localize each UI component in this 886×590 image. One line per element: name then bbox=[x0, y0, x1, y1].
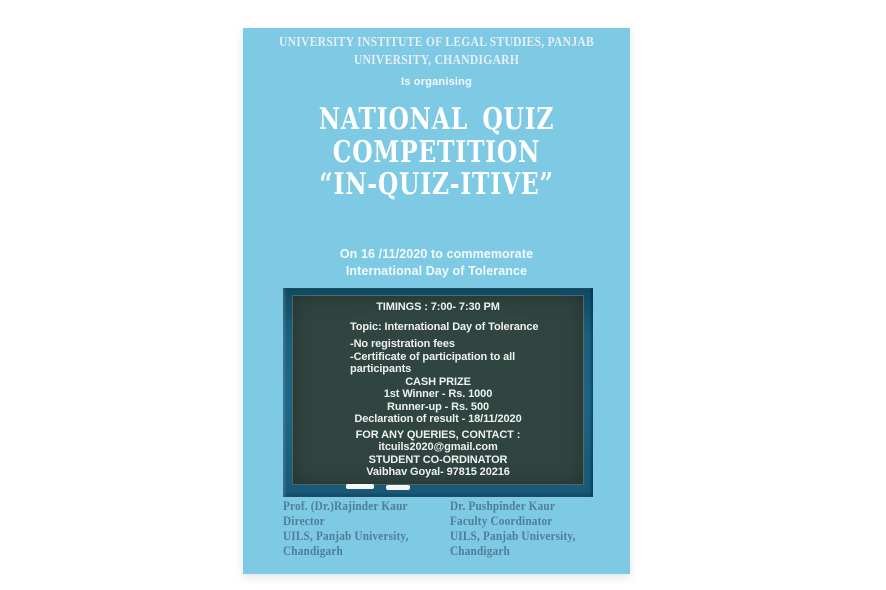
signatory-left-institute: UILS, Panjab University, bbox=[283, 529, 409, 543]
board-coordinator-heading: STUDENT CO-ORDINATOR bbox=[368, 453, 508, 466]
board-topic: Topic: International Day of Tolerance bbox=[350, 320, 539, 333]
chalk-mark bbox=[346, 484, 374, 489]
organising-text: Is organising bbox=[400, 76, 473, 88]
board-certificate-cont: participants bbox=[350, 363, 412, 375]
board-coordinator-name: Vaibhav Goyal- 97815 20216 bbox=[366, 466, 510, 478]
signatory-left bbox=[283, 499, 409, 559]
board-runner-up-prize: Runner-up - Rs. 500 bbox=[386, 400, 489, 413]
signatory-right-name: Dr. Pushpinder Kaur bbox=[450, 499, 556, 513]
board-first-prize: 1st Winner - Rs. 1000 bbox=[383, 388, 493, 400]
board-timings: TIMINGS : 7:00- 7:30 PM bbox=[376, 301, 500, 313]
board-cash-prize-heading: CASH PRIZE bbox=[405, 375, 471, 388]
signatory-left-role: Director bbox=[283, 514, 325, 528]
signatory-right-role: Faculty Coordinator bbox=[450, 514, 553, 528]
signatory-right-city: Chandigarh bbox=[450, 544, 510, 558]
event-date bbox=[243, 246, 630, 280]
date-line-2: International Day of Tolerance bbox=[345, 264, 528, 278]
chalkboard bbox=[283, 288, 593, 497]
date-line-1: On 16 /11/2020 to commemorate bbox=[339, 247, 534, 261]
poster bbox=[243, 28, 630, 574]
org-line-2: UNIVERSITY, CHANDIGARH bbox=[353, 52, 520, 67]
org-line-1: UNIVERSITY INSTITUTE OF LEGAL STUDIES, PANJAB bbox=[278, 34, 595, 49]
title-line-1: NATIONAL QUIZ bbox=[318, 102, 555, 137]
title-line-2: COMPETITION bbox=[332, 134, 541, 170]
board-contact-email: itcuils2020@gmail.com bbox=[378, 441, 498, 453]
event-title bbox=[286, 104, 588, 202]
title-line-3: “IN-QUIZ-ITIVE” bbox=[319, 167, 554, 202]
signatory-left-city: Chandigarh bbox=[283, 544, 343, 558]
signatory-left-name: Prof. (Dr.)Rajinder Kaur bbox=[283, 499, 408, 513]
chalkboard-surface bbox=[292, 295, 584, 485]
board-certificate: -Certificate of participation to all bbox=[350, 350, 516, 363]
signatory-right-institute: UILS, Panjab University, bbox=[450, 529, 576, 543]
chalk-mark bbox=[386, 485, 410, 490]
board-result-date: Declaration of result - 18/11/2020 bbox=[354, 413, 522, 425]
board-queries-heading: FOR ANY QUERIES, CONTACT : bbox=[355, 428, 521, 441]
signatory-right bbox=[450, 499, 576, 559]
board-no-fees: -No registration fees bbox=[350, 338, 455, 350]
organizer-name bbox=[243, 33, 630, 69]
